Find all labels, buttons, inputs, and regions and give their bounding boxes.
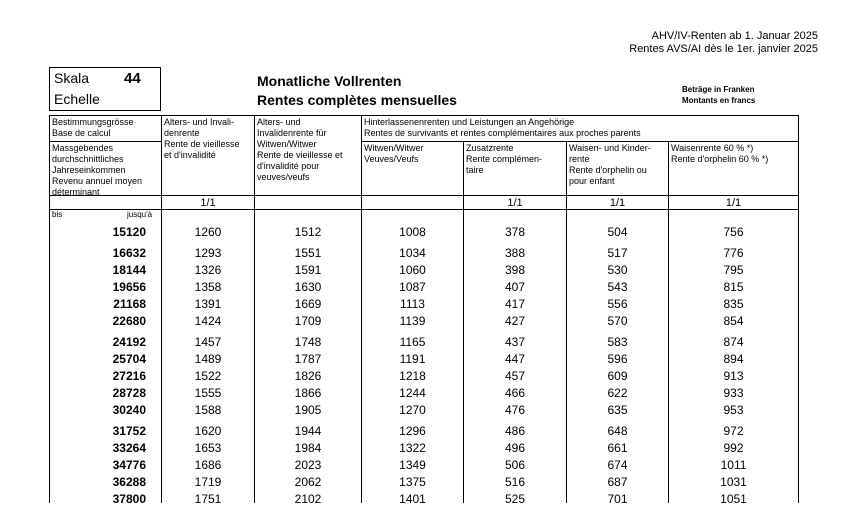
ratio-supplementary: 1/1 bbox=[507, 197, 523, 209]
old-age-cell: 1751 bbox=[194, 492, 222, 506]
widow-cell: 1375 bbox=[399, 475, 426, 489]
widow-ai-cell: 1748 bbox=[294, 335, 322, 349]
income-l2: durchschnittliches bbox=[52, 154, 124, 164]
income-cell: 21168 bbox=[113, 297, 146, 311]
old-age-cell: 1457 bbox=[194, 335, 222, 349]
orphan60-cell: 1051 bbox=[720, 492, 747, 506]
basis-divider bbox=[49, 141, 162, 142]
old-age-cell: 1293 bbox=[194, 246, 222, 260]
widow-ai-cell: 2062 bbox=[294, 475, 322, 489]
widow-cell: 1296 bbox=[399, 424, 426, 438]
supplementary-cell: 388 bbox=[504, 246, 526, 260]
widow-ai-cell: 2102 bbox=[294, 492, 322, 506]
supplementary-cell: 437 bbox=[504, 335, 526, 349]
orphan60-cell: 795 bbox=[723, 263, 744, 277]
widow-ai-l4: Rente de vieillesse et bbox=[257, 150, 343, 160]
old-age-cell: 1489 bbox=[194, 352, 222, 366]
old-age-l1: Alters- und Invali- bbox=[164, 117, 235, 127]
widow-cell: 1322 bbox=[399, 441, 426, 455]
supplementary-cell: 516 bbox=[504, 475, 526, 489]
income-cell: 22680 bbox=[112, 314, 146, 328]
widow-ai-l2: Invalidenrente für bbox=[257, 128, 327, 138]
widow-ai-cell: 1591 bbox=[294, 263, 322, 277]
widow-ai-cell: 1905 bbox=[294, 403, 322, 417]
orphan60-cell: 913 bbox=[723, 369, 744, 383]
basis-l1: Bestimmungsgrösse bbox=[52, 117, 134, 127]
widow-header bbox=[364, 143, 424, 165]
table-row bbox=[0, 441, 848, 459]
widow-ai-l6: veuves/veufs bbox=[257, 172, 310, 182]
old-age-l3: Rente de vieillesse bbox=[164, 139, 240, 149]
widow-ai-cell: 1984 bbox=[294, 441, 322, 455]
survivors-header bbox=[364, 117, 641, 139]
widow-l1: Witwen/Witwer bbox=[364, 143, 424, 153]
orphan-cell: 504 bbox=[607, 225, 628, 239]
orphan60-cell: 776 bbox=[723, 246, 744, 260]
table-row bbox=[0, 458, 848, 476]
table-row bbox=[0, 314, 848, 332]
orphan60-cell: 933 bbox=[723, 386, 744, 400]
orphan-header bbox=[569, 143, 651, 187]
orphan60-cell: 953 bbox=[723, 403, 744, 417]
amounts-note-de: Beträge in Franken bbox=[682, 85, 755, 94]
widow-ai-cell: 1826 bbox=[294, 369, 322, 383]
orphan-cell: 596 bbox=[607, 352, 628, 366]
orphan-cell: 583 bbox=[607, 335, 628, 349]
income-cell: 19656 bbox=[112, 280, 146, 294]
income-cell: 16632 bbox=[112, 246, 146, 260]
orphan60-cell: 815 bbox=[723, 280, 744, 294]
widow-cell: 1270 bbox=[399, 403, 426, 417]
table-row bbox=[0, 297, 848, 315]
scale-label-fr: Echelle bbox=[54, 91, 100, 107]
old-age-cell: 1522 bbox=[194, 369, 222, 383]
supplementary-l1: Zusatzrente bbox=[466, 143, 514, 153]
orphan-cell: 543 bbox=[607, 280, 628, 294]
old-age-cell: 1588 bbox=[194, 403, 222, 417]
income-header bbox=[52, 143, 142, 198]
widow-ai-cell: 1787 bbox=[294, 352, 322, 366]
table-row bbox=[0, 263, 848, 281]
income-cell: 15120 bbox=[112, 225, 146, 239]
table-row bbox=[0, 424, 848, 442]
widow-cell: 1087 bbox=[399, 280, 426, 294]
survivors-divider bbox=[361, 141, 799, 142]
orphan-cell: 517 bbox=[607, 246, 628, 260]
table-row bbox=[0, 225, 848, 243]
widow-ai-cell: 1866 bbox=[294, 386, 322, 400]
table-row bbox=[0, 492, 848, 510]
orphan-cell: 609 bbox=[607, 369, 628, 383]
widow-l2: Veuves/Veufs bbox=[364, 154, 419, 164]
orphan60-cell: 894 bbox=[723, 352, 744, 366]
income-cell: 33264 bbox=[112, 441, 146, 455]
supplementary-cell: 447 bbox=[504, 352, 526, 366]
survivors-de: Hinterlassenenrenten und Leistungen an Angehörige bbox=[364, 117, 575, 127]
income-cell: 31752 bbox=[112, 424, 146, 438]
page-title bbox=[257, 72, 457, 110]
table-row bbox=[0, 403, 848, 421]
supplementary-cell: 506 bbox=[504, 458, 526, 472]
old-age-l4: et d'invalidité bbox=[164, 150, 216, 160]
table-row bbox=[0, 352, 848, 370]
validity-de: AHV/IV-Renten ab 1. Januar 2025 bbox=[651, 30, 818, 42]
orphan-cell: 530 bbox=[607, 263, 628, 277]
orphan60-cell: 1011 bbox=[720, 458, 747, 472]
income-cell: 30240 bbox=[112, 403, 146, 417]
supplementary-cell: 496 bbox=[504, 441, 526, 455]
income-cell: 18144 bbox=[112, 263, 146, 277]
table-row bbox=[0, 335, 848, 353]
orphan60-cell: 972 bbox=[723, 424, 744, 438]
orphan-cell: 687 bbox=[607, 475, 628, 489]
widow-cell: 1218 bbox=[399, 369, 426, 383]
income-l3: Jahreseinkommen bbox=[52, 165, 126, 175]
validity-header bbox=[629, 30, 818, 56]
orphan-cell: 648 bbox=[607, 424, 628, 438]
table-row bbox=[0, 475, 848, 493]
range-jusqua: jusqu'à bbox=[127, 210, 153, 219]
income-l4: Revenu annuel moyen bbox=[52, 176, 143, 186]
table-row bbox=[0, 386, 848, 404]
table-row bbox=[0, 246, 848, 264]
orphan-cell: 674 bbox=[607, 458, 628, 472]
widow-ai-cell: 1944 bbox=[294, 424, 322, 438]
widow-cell: 1191 bbox=[399, 352, 426, 366]
ratio-old-age: 1/1 bbox=[200, 197, 216, 209]
widow-ai-cell: 1669 bbox=[294, 297, 322, 311]
widow-cell: 1139 bbox=[399, 314, 426, 328]
widow-cell: 1034 bbox=[399, 246, 426, 260]
orphan-l2: rente bbox=[569, 154, 590, 164]
widow-cell: 1401 bbox=[399, 492, 426, 506]
ratio-orphan: 1/1 bbox=[609, 197, 626, 209]
title-fr: Rentes complètes mensuelles bbox=[257, 92, 457, 108]
orphan60-cell: 835 bbox=[723, 297, 744, 311]
orphan-l3: Rente d'orphelin ou bbox=[569, 165, 647, 175]
old-age-cell: 1260 bbox=[194, 225, 222, 239]
supplementary-cell: 525 bbox=[504, 492, 526, 506]
scale-number: 44 bbox=[124, 70, 141, 87]
scale-label-de: Skala bbox=[54, 70, 90, 86]
basis-header bbox=[52, 117, 134, 139]
supplementary-cell: 417 bbox=[504, 297, 526, 311]
table-row bbox=[0, 280, 848, 298]
scale-box bbox=[49, 67, 161, 111]
old-age-cell: 1719 bbox=[194, 475, 222, 489]
orphan-cell: 622 bbox=[607, 386, 628, 400]
income-l5: déterminant bbox=[52, 187, 100, 197]
table-row bbox=[0, 369, 848, 387]
orphan60-cell: 874 bbox=[723, 335, 744, 349]
amounts-note bbox=[682, 84, 755, 106]
widow-ai-l5: d'invalidité pour bbox=[257, 161, 320, 171]
widow-ai-header bbox=[257, 117, 343, 183]
ratio-orphan60: 1/1 bbox=[725, 197, 742, 209]
widow-ai-cell: 1709 bbox=[294, 314, 322, 328]
orphan60-l1: Waisenrente 60 % *) bbox=[671, 143, 754, 153]
income-cell: 28728 bbox=[112, 386, 146, 400]
orphan-cell: 556 bbox=[607, 297, 628, 311]
widow-cell: 1113 bbox=[400, 297, 425, 311]
supplementary-cell: 398 bbox=[504, 263, 526, 277]
supplementary-cell: 427 bbox=[504, 314, 526, 328]
old-age-cell: 1620 bbox=[194, 424, 222, 438]
orphan60-cell: 756 bbox=[723, 225, 744, 239]
orphan-cell: 635 bbox=[607, 403, 628, 417]
widow-cell: 1244 bbox=[399, 386, 426, 400]
income-cell: 25704 bbox=[112, 352, 146, 366]
old-age-cell: 1358 bbox=[194, 280, 222, 294]
old-age-cell: 1555 bbox=[194, 386, 222, 400]
supplementary-l3: taire bbox=[466, 165, 484, 175]
orphan60-cell: 1031 bbox=[720, 475, 747, 489]
range-bis: bis bbox=[52, 210, 63, 219]
old-age-cell: 1424 bbox=[194, 314, 222, 328]
supplementary-cell: 486 bbox=[504, 424, 526, 438]
income-cell: 36288 bbox=[112, 475, 146, 489]
supplementary-l2: Rente complémen- bbox=[466, 154, 543, 164]
supplementary-cell: 466 bbox=[504, 386, 526, 400]
supplementary-cell: 378 bbox=[504, 225, 526, 239]
widow-cell: 1008 bbox=[399, 225, 426, 239]
orphan-l1: Waisen- und Kinder- bbox=[569, 143, 651, 153]
amounts-note-fr: Montants en francs bbox=[682, 96, 756, 105]
orphan60-cell: 992 bbox=[723, 441, 744, 455]
widow-cell: 1060 bbox=[399, 263, 426, 277]
title-de: Monatliche Vollrenten bbox=[257, 73, 402, 89]
orphan-cell: 701 bbox=[607, 492, 628, 506]
widow-ai-cell: 1630 bbox=[294, 280, 322, 294]
old-age-l2: denrente bbox=[164, 128, 200, 138]
orphan-cell: 661 bbox=[607, 441, 628, 455]
income-cell: 34776 bbox=[112, 458, 146, 472]
income-l1: Massgebendes bbox=[52, 143, 114, 153]
widow-cell: 1165 bbox=[399, 335, 426, 349]
supplementary-cell: 407 bbox=[504, 280, 526, 294]
supplementary-header bbox=[466, 143, 542, 176]
old-age-header bbox=[164, 117, 240, 161]
income-cell: 37800 bbox=[112, 492, 146, 506]
widow-ai-cell: 1512 bbox=[294, 225, 322, 239]
orphan-cell: 570 bbox=[607, 314, 628, 328]
old-age-cell: 1686 bbox=[194, 458, 222, 472]
widow-ai-l3: Witwen/Witwer bbox=[257, 139, 317, 149]
old-age-cell: 1326 bbox=[194, 263, 222, 277]
widow-ai-l1: Alters- und bbox=[257, 117, 301, 127]
old-age-cell: 1391 bbox=[194, 297, 222, 311]
orphan60-l2: Rente d'orphelin 60 % *) bbox=[671, 154, 769, 164]
supplementary-cell: 457 bbox=[504, 369, 526, 383]
orphan-l4: pour enfant bbox=[569, 176, 615, 186]
supplementary-cell: 476 bbox=[504, 403, 526, 417]
survivors-fr: Rentes de survivants et rentes complémentaires aux proches parents bbox=[364, 128, 641, 138]
widow-ai-cell: 1551 bbox=[294, 246, 322, 260]
income-cell: 27216 bbox=[112, 369, 146, 383]
widow-cell: 1349 bbox=[399, 458, 426, 472]
old-age-cell: 1653 bbox=[194, 441, 222, 455]
validity-fr: Rentes AVS/AI dès le 1er. janvier 2025 bbox=[629, 43, 818, 55]
orphan60-header bbox=[671, 143, 768, 165]
basis-l2: Base de calcul bbox=[52, 128, 111, 138]
widow-ai-cell: 2023 bbox=[294, 458, 322, 472]
orphan60-cell: 854 bbox=[723, 314, 744, 328]
income-cell: 24192 bbox=[112, 335, 146, 349]
